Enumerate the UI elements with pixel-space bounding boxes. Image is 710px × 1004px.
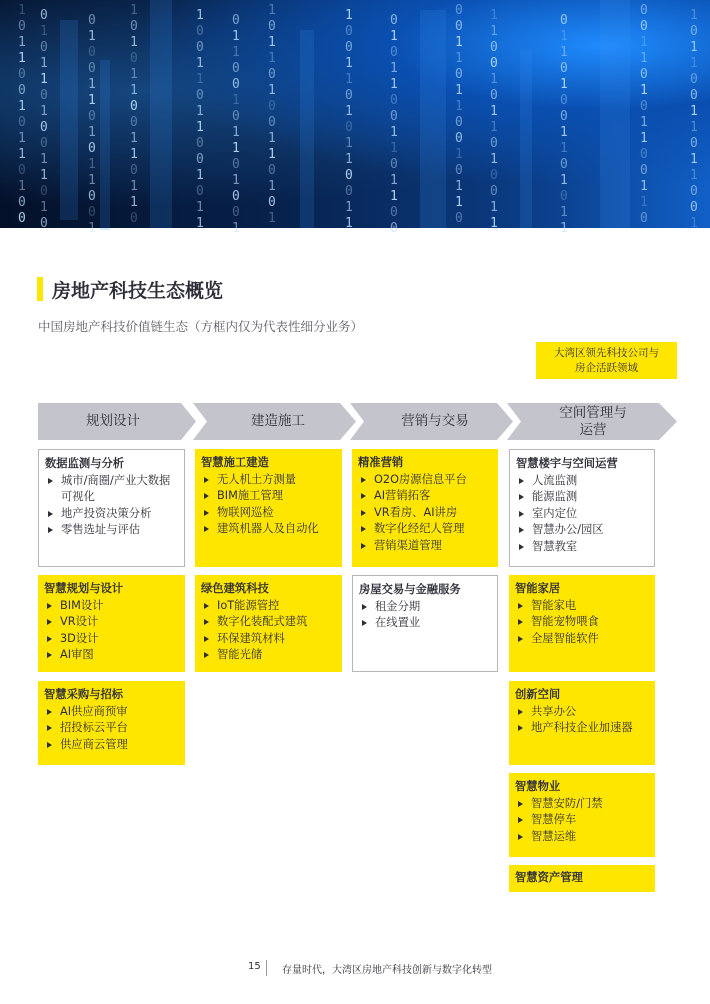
box-list-item: 地产投资决策分析	[45, 506, 178, 523]
box-list-item: 智能宠物喂食	[515, 614, 649, 631]
svg-text:1: 1	[18, 35, 26, 50]
svg-text:1: 1	[560, 77, 568, 92]
svg-text:0: 0	[268, 19, 276, 34]
svg-text:0: 0	[18, 83, 26, 98]
svg-text:0: 0	[18, 195, 26, 210]
svg-text:1: 1	[40, 56, 48, 71]
box-list-item: 招投标云平台	[44, 720, 179, 737]
box-smart-planning	[38, 575, 185, 672]
svg-text:1: 1	[18, 99, 26, 114]
box-list-item: 3D设计	[44, 631, 179, 648]
box-heading: 数据监测与分析	[45, 457, 125, 470]
box-list-item: 人流监测	[516, 473, 648, 490]
svg-text:1: 1	[232, 29, 240, 44]
box-list-item: 在线置业	[359, 615, 491, 632]
box-item-list	[515, 796, 649, 846]
svg-text:1: 1	[640, 83, 648, 98]
stage-label-operations-text: 空间管理与运营	[559, 404, 627, 438]
svg-text:1: 1	[560, 141, 568, 156]
box-heading: 智慧施工建造	[201, 456, 269, 469]
svg-text:1: 1	[390, 77, 398, 92]
box-list-item: BIM施工管理	[201, 488, 336, 505]
svg-text:1: 1	[690, 168, 698, 183]
svg-text:0: 0	[40, 88, 48, 103]
svg-text:1: 1	[455, 147, 463, 162]
box-item-list	[515, 598, 649, 648]
box-list-item: 能源监测	[516, 489, 648, 506]
box-smart-construction	[195, 449, 342, 567]
svg-text:1: 1	[196, 8, 204, 23]
svg-text:0: 0	[88, 13, 96, 28]
svg-text:0: 0	[345, 184, 353, 199]
stage-label-plan: 规划设计	[86, 413, 140, 429]
svg-text:0: 0	[390, 45, 398, 60]
svg-text:1: 1	[130, 131, 138, 146]
box-list-item: 智能光储	[201, 647, 336, 664]
svg-text:1: 1	[345, 56, 353, 71]
svg-text:1: 1	[268, 131, 276, 146]
svg-text:0: 0	[390, 205, 398, 220]
svg-text:1: 1	[88, 221, 96, 236]
box-list-item: 智能家电	[515, 598, 649, 615]
svg-text:1: 1	[196, 72, 204, 87]
svg-text:1: 1	[130, 3, 138, 18]
box-list-item: BIM设计	[44, 598, 179, 615]
svg-text:0: 0	[455, 163, 463, 178]
svg-text:1: 1	[268, 147, 276, 162]
page-subtitle: 中国房地产科技价值链生态（方框内仅为代表性细分业务）	[38, 319, 364, 334]
box-list-item: 地产科技企业加速器	[515, 720, 649, 737]
svg-text:0: 0	[88, 141, 96, 156]
svg-text:1: 1	[40, 200, 48, 215]
title-accent-bar	[37, 277, 43, 301]
svg-text:1: 1	[490, 104, 498, 119]
svg-text:0: 0	[40, 136, 48, 151]
svg-text:1: 1	[18, 147, 26, 162]
svg-text:1: 1	[640, 51, 648, 66]
box-list-item: 租金分期	[359, 599, 491, 616]
footer-text: 存量时代，大湾区房地产科技创新与数字化转型	[282, 965, 492, 976]
svg-text:0: 0	[560, 189, 568, 204]
svg-text:0: 0	[690, 88, 698, 103]
svg-text:1: 1	[390, 189, 398, 204]
box-list-item: 室内定位	[516, 506, 648, 523]
svg-text:0: 0	[196, 184, 204, 199]
box-transaction-finance	[352, 575, 498, 672]
binary-code-pattern	[0, 0, 710, 236]
svg-text:1: 1	[130, 195, 138, 210]
svg-text:1: 1	[130, 35, 138, 50]
svg-text:1: 1	[490, 24, 498, 39]
svg-text:1: 1	[390, 141, 398, 156]
box-heading: 房屋交易与金融服务	[359, 583, 461, 596]
svg-text:0: 0	[40, 8, 48, 23]
box-item-list	[359, 599, 491, 632]
svg-text:1: 1	[40, 24, 48, 39]
svg-text:0: 0	[560, 109, 568, 124]
svg-text:0: 0	[490, 136, 498, 151]
svg-text:1: 1	[88, 29, 96, 44]
svg-text:0: 0	[690, 136, 698, 151]
box-list-item: 建筑机器人及自动化	[201, 521, 336, 538]
svg-text:1: 1	[268, 35, 276, 50]
svg-text:0: 0	[455, 19, 463, 34]
svg-text:1: 1	[390, 125, 398, 140]
svg-text:1: 1	[345, 152, 353, 167]
svg-text:1: 1	[560, 221, 568, 236]
box-list-item: AI供应商预审	[44, 704, 179, 721]
svg-text:1: 1	[232, 125, 240, 140]
box-item-list	[358, 472, 492, 555]
box-list-item: 智慧运维	[515, 829, 649, 846]
box-item-list	[44, 704, 179, 754]
box-list-item: 智慧教室	[516, 539, 648, 556]
svg-text:1: 1	[40, 104, 48, 119]
box-list-item: AI营销拓客	[358, 488, 492, 505]
svg-text:0: 0	[490, 40, 498, 55]
box-list-item: 智慧停车	[515, 812, 649, 829]
svg-text:0: 0	[560, 93, 568, 108]
svg-text:1: 1	[690, 216, 698, 231]
svg-text:0: 0	[268, 99, 276, 114]
box-heading: 绿色建筑科技	[201, 582, 269, 595]
stage-label-build: 建造施工	[251, 413, 305, 429]
legend-box	[536, 342, 677, 379]
box-item-list	[516, 473, 648, 556]
svg-text:0: 0	[130, 115, 138, 130]
svg-text:1: 1	[40, 168, 48, 183]
svg-text:0: 0	[345, 24, 353, 39]
svg-text:0: 0	[196, 24, 204, 39]
svg-text:1: 1	[196, 56, 204, 71]
box-heading: 智慧规划与设计	[44, 582, 124, 595]
svg-text:1: 1	[232, 141, 240, 156]
svg-text:1: 1	[690, 40, 698, 55]
svg-text:1: 1	[130, 83, 138, 98]
svg-text:1: 1	[455, 99, 463, 114]
box-list-item: 城市/商圈/产业大数据可视化	[45, 473, 178, 506]
svg-text:0: 0	[268, 67, 276, 82]
svg-text:0: 0	[130, 211, 138, 226]
svg-text:0: 0	[345, 168, 353, 183]
svg-text:1: 1	[490, 200, 498, 215]
stage-label-marketing: 营销与交易	[401, 413, 469, 429]
svg-text:0: 0	[40, 120, 48, 135]
svg-text:0: 0	[455, 131, 463, 146]
svg-text:0: 0	[640, 19, 648, 34]
svg-text:0: 0	[455, 115, 463, 130]
svg-text:1: 1	[232, 93, 240, 108]
svg-text:0: 0	[490, 184, 498, 199]
svg-text:0: 0	[390, 13, 398, 28]
box-precision-marketing	[352, 449, 498, 567]
svg-text:0: 0	[40, 40, 48, 55]
svg-text:0: 0	[560, 13, 568, 28]
svg-text:1: 1	[560, 29, 568, 44]
box-list-item: 共享办公	[515, 704, 649, 721]
svg-text:0: 0	[345, 40, 353, 55]
svg-text:0: 0	[232, 205, 240, 220]
svg-text:1: 1	[490, 8, 498, 23]
svg-text:1: 1	[640, 35, 648, 50]
box-item-list	[515, 704, 649, 737]
svg-text:1: 1	[268, 83, 276, 98]
svg-text:1: 1	[455, 51, 463, 66]
svg-text:0: 0	[130, 19, 138, 34]
svg-text:0: 0	[88, 189, 96, 204]
svg-text:0: 0	[130, 163, 138, 178]
svg-text:0: 0	[196, 152, 204, 167]
box-list-item: 环保建筑材料	[201, 631, 336, 648]
svg-text:1: 1	[18, 131, 26, 146]
svg-text:0: 0	[232, 77, 240, 92]
svg-text:1: 1	[455, 195, 463, 210]
svg-text:1: 1	[455, 179, 463, 194]
svg-text:0: 0	[640, 67, 648, 82]
svg-text:0: 0	[490, 88, 498, 103]
svg-text:0: 0	[18, 67, 26, 82]
svg-text:0: 0	[232, 61, 240, 76]
svg-text:1: 1	[196, 104, 204, 119]
svg-text:1: 1	[18, 3, 26, 18]
svg-text:1: 1	[560, 125, 568, 140]
svg-text:0: 0	[390, 93, 398, 108]
svg-text:0: 0	[390, 157, 398, 172]
svg-text:1: 1	[490, 120, 498, 135]
svg-text:1: 1	[690, 152, 698, 167]
box-heading: 精准营销	[358, 456, 404, 469]
svg-text:1: 1	[345, 72, 353, 87]
svg-text:1: 1	[268, 51, 276, 66]
box-item-list	[201, 598, 336, 664]
svg-text:1: 1	[490, 72, 498, 87]
box-item-list	[44, 598, 179, 664]
svg-text:1: 1	[232, 45, 240, 60]
svg-text:0: 0	[455, 211, 463, 226]
svg-text:1: 1	[232, 221, 240, 236]
svg-text:1: 1	[640, 195, 648, 210]
svg-text:0: 0	[268, 115, 276, 130]
svg-text:0: 0	[88, 109, 96, 124]
svg-text:1: 1	[345, 8, 353, 23]
svg-text:1: 1	[196, 200, 204, 215]
svg-text:0: 0	[640, 163, 648, 178]
svg-text:1: 1	[232, 173, 240, 188]
svg-text:1: 1	[560, 173, 568, 188]
svg-text:0: 0	[390, 221, 398, 236]
svg-text:1: 1	[88, 125, 96, 140]
box-list-item: 数字化装配式建筑	[201, 614, 336, 631]
svg-text:1: 1	[455, 83, 463, 98]
box-smart-building	[509, 449, 655, 567]
svg-text:1: 1	[690, 56, 698, 71]
page-number: 15	[248, 961, 261, 972]
svg-text:0: 0	[455, 67, 463, 82]
box-innovation-space	[509, 681, 655, 765]
svg-text:0: 0	[88, 61, 96, 76]
svg-text:0: 0	[18, 163, 26, 178]
box-item-list	[45, 473, 178, 539]
box-heading: 智能家居	[515, 582, 561, 595]
svg-text:0: 0	[88, 45, 96, 60]
box-list-item: 物联网巡检	[201, 505, 336, 522]
svg-text:0: 0	[18, 19, 26, 34]
svg-text:0: 0	[18, 211, 26, 226]
legend-text: 大湾区领先科技公司与房企活跃领域	[554, 346, 659, 374]
svg-text:0: 0	[18, 115, 26, 130]
svg-text:0: 0	[196, 88, 204, 103]
svg-text:1: 1	[88, 93, 96, 108]
svg-text:0: 0	[232, 157, 240, 172]
svg-text:0: 0	[490, 168, 498, 183]
svg-text:1: 1	[18, 51, 26, 66]
svg-text:1: 1	[455, 35, 463, 50]
svg-text:0: 0	[196, 40, 204, 55]
svg-text:0: 0	[690, 24, 698, 39]
svg-text:1: 1	[88, 77, 96, 92]
svg-text:1: 1	[640, 179, 648, 194]
svg-text:0: 0	[268, 195, 276, 210]
box-list-item: O2O房源信息平台	[358, 472, 492, 489]
svg-text:1: 1	[268, 3, 276, 18]
svg-text:1: 1	[690, 120, 698, 135]
svg-text:1: 1	[345, 104, 353, 119]
svg-text:1: 1	[88, 173, 96, 188]
svg-text:1: 1	[130, 67, 138, 82]
box-heading: 智慧楼宇与空间运营	[516, 457, 618, 470]
svg-text:0: 0	[88, 205, 96, 220]
box-smart-procurement	[38, 681, 185, 765]
svg-text:0: 0	[640, 211, 648, 226]
svg-text:1: 1	[130, 179, 138, 194]
svg-text:0: 0	[130, 51, 138, 66]
svg-text:0: 0	[345, 120, 353, 135]
box-smart-home	[509, 575, 655, 672]
svg-text:0: 0	[690, 72, 698, 87]
svg-text:1: 1	[490, 216, 498, 231]
svg-text:1: 1	[690, 104, 698, 119]
svg-text:0: 0	[490, 56, 498, 71]
svg-text:0: 0	[40, 216, 48, 231]
svg-text:0: 0	[560, 61, 568, 76]
svg-text:1: 1	[390, 61, 398, 76]
svg-text:1: 1	[130, 147, 138, 162]
footer-divider	[266, 960, 267, 976]
svg-text:1: 1	[345, 136, 353, 151]
svg-text:0: 0	[390, 109, 398, 124]
svg-text:1: 1	[18, 179, 26, 194]
hero-banner-image	[0, 0, 710, 236]
page-title: 房地产科技生态概览	[52, 280, 224, 302]
box-heading: 智慧采购与招标	[44, 688, 124, 701]
svg-text:1: 1	[268, 211, 276, 226]
box-list-item: 全屋智能软件	[515, 631, 649, 648]
svg-text:0: 0	[640, 3, 648, 18]
svg-text:0: 0	[640, 147, 648, 162]
svg-text:1: 1	[345, 200, 353, 215]
box-heading: 创新空间	[515, 688, 561, 701]
svg-text:1: 1	[640, 115, 648, 130]
svg-text:1: 1	[196, 216, 204, 231]
box-list-item: 零售选址与评估	[45, 522, 178, 539]
box-smart-property	[509, 773, 655, 857]
svg-text:0: 0	[690, 200, 698, 215]
svg-text:1: 1	[196, 120, 204, 135]
svg-text:0: 0	[232, 13, 240, 28]
box-list-item: VR看房、AI讲房	[358, 505, 492, 522]
svg-text:0: 0	[40, 184, 48, 199]
box-list-item: IoT能源管控	[201, 598, 336, 615]
stage-label-operations	[518, 403, 668, 440]
svg-text:1: 1	[345, 216, 353, 231]
box-list-item: 智慧办公/园区	[516, 522, 648, 539]
svg-text:0: 0	[560, 157, 568, 172]
svg-text:1: 1	[640, 131, 648, 146]
box-heading: 智慧物业	[515, 780, 561, 793]
box-list-item: VR设计	[44, 614, 179, 631]
box-smart-asset-management	[509, 865, 655, 892]
box-list-item: 智慧安防/门禁	[515, 796, 649, 813]
box-list-item: AI审图	[44, 647, 179, 664]
svg-text:0: 0	[455, 3, 463, 18]
svg-text:0: 0	[232, 189, 240, 204]
svg-text:1: 1	[88, 157, 96, 172]
box-item-list	[201, 472, 336, 538]
box-list-item: 数字化经纪人管理	[358, 521, 492, 538]
box-heading: 智慧资产管理	[515, 871, 583, 884]
box-list-item: 营销渠道管理	[358, 538, 492, 555]
box-list-item: 供应商云管理	[44, 737, 179, 754]
box-green-building	[195, 575, 342, 672]
svg-text:0: 0	[232, 109, 240, 124]
svg-text:1: 1	[390, 173, 398, 188]
svg-text:0: 0	[268, 163, 276, 178]
box-data-monitoring	[38, 449, 185, 567]
svg-text:0: 0	[640, 99, 648, 114]
svg-text:1: 1	[490, 152, 498, 167]
page-footer	[0, 960, 710, 980]
svg-text:1: 1	[560, 45, 568, 60]
svg-text:0: 0	[690, 184, 698, 199]
svg-text:1: 1	[690, 8, 698, 23]
svg-text:1: 1	[40, 72, 48, 87]
svg-text:1: 1	[560, 205, 568, 220]
svg-text:1: 1	[40, 152, 48, 167]
svg-text:0: 0	[196, 136, 204, 151]
svg-text:0: 0	[345, 88, 353, 103]
svg-text:1: 1	[268, 179, 276, 194]
svg-text:1: 1	[390, 29, 398, 44]
svg-text:0: 0	[130, 99, 138, 114]
svg-text:1: 1	[196, 168, 204, 183]
box-list-item: 无人机土方测量	[201, 472, 336, 489]
